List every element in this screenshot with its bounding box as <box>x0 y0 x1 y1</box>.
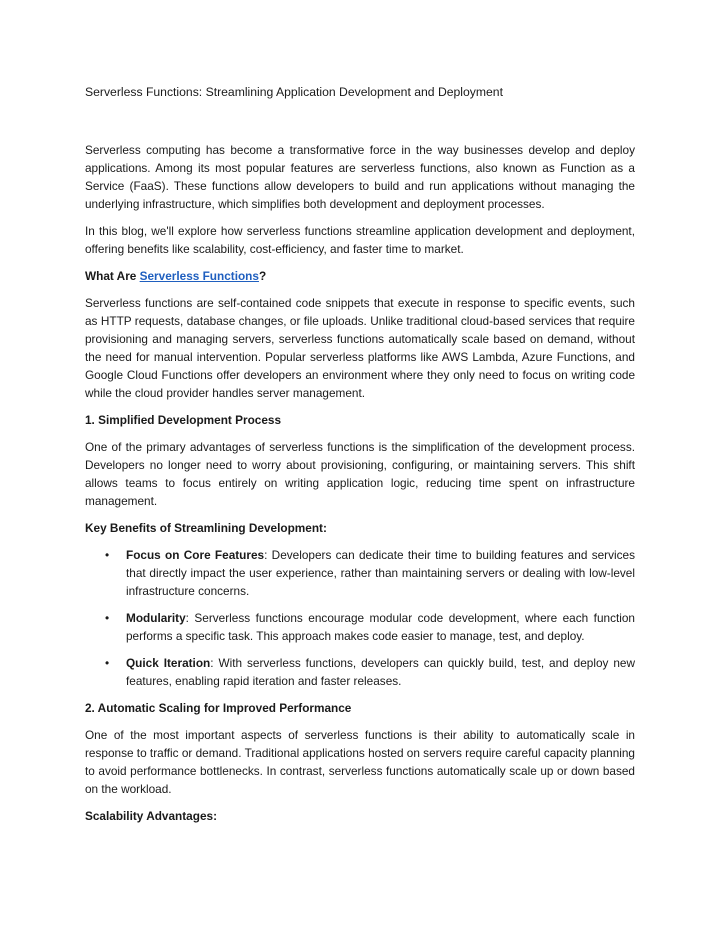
document-title: Serverless Functions: Streamlining Application Development and Deployment <box>85 85 503 99</box>
bullet-term: Focus on Core Features <box>126 548 265 562</box>
intro-paragraph-2: In this blog, we'll explore how serverless functions streamline application development and deployment, offering benefits like scalability, cost-efficiency, and faster time to market. <box>85 224 635 256</box>
bullet-icon: • <box>105 611 110 625</box>
what-are-prefix: What Are <box>85 269 140 283</box>
serverless-functions-link[interactable]: Serverless Functions <box>139 269 259 283</box>
document-page <box>85 84 635 834</box>
bullet-term: Quick Iteration <box>126 656 211 670</box>
section-1-heading: 1. Simplified Development Process <box>85 413 282 427</box>
section-1-paragraph: One of the primary advantages of serverless functions is the simplification of the development process. Developers no longer need to worry about provisioning, configuring, or maintaining servers. This shift allows teams to focus entirely on writing application logic, reducing time spent on infrastructure management. <box>85 440 635 508</box>
what-are-paragraph: Serverless functions are self-contained code snippets that execute in response to specific events, such as HTTP requests, database changes, or file uploads. Unlike traditional cloud-based services that require provisioning and managing servers, serverless functions automatically scale based on demand, without the need for manual intervention. Popular serverless platforms like AWS Lambda, Azure Functions, and Google Cloud Functions offer developers an environment where they only need to focus on writing code while the cloud provider handles server management. <box>85 296 635 400</box>
what-are-suffix: ? <box>258 269 267 283</box>
list-item <box>85 609 635 645</box>
key-benefits-heading: Key Benefits of Streamlining Development: <box>85 521 327 535</box>
bullet-text: : Serverless functions encourage modular code development, where each function performs a specific task. This approach makes code easier to manage, test, and deploy. <box>126 611 635 643</box>
bullet-text: : With serverless functions, developers can quickly build, test, and deploy new features, enabling rapid iteration and faster releases. <box>126 656 635 688</box>
section-2-heading: 2. Automatic Scaling for Improved Performance <box>85 701 352 715</box>
bullet-icon: • <box>105 656 110 670</box>
intro-paragraph-1: Serverless computing has become a transformative force in the way businesses develop and deploy applications. Among its most popular features are serverless functions, also known as Function as a Service (FaaS). These functions allow developers to build and run applications without managing the underlying infrastructure, which simplifies both development and deployment processes. <box>85 143 635 211</box>
list-item <box>85 654 635 690</box>
scalability-heading: Scalability Advantages: <box>85 809 217 823</box>
what-are-heading <box>85 267 635 285</box>
bullet-icon: • <box>105 548 110 562</box>
section-2-paragraph: One of the most important aspects of serverless functions is their ability to automatically scale in response to traffic or demand. Traditional applications hosted on servers require careful capacity planning to avoid performance bottlenecks. In contrast, serverless functions automatically scale up or down based on the workload. <box>85 728 635 796</box>
bullet-term: Modularity <box>126 611 186 625</box>
benefits-list <box>85 546 635 690</box>
bullet-text: : Developers can dedicate their time to building features and services that directly impact the user experience, rather than maintaining servers or dealing with low-level infrastructure concerns. <box>126 548 635 598</box>
list-item <box>85 546 635 600</box>
